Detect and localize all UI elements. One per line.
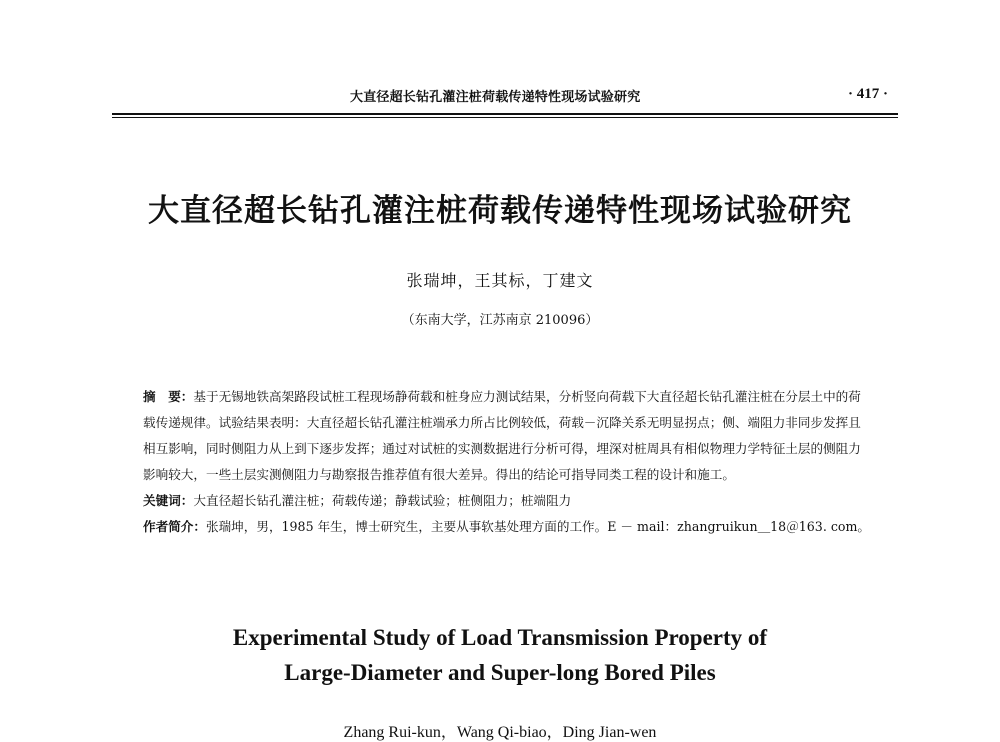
title-en-line-1: Experimental Study of Load Transmission Property of (232, 625, 768, 650)
affiliation-chinese: （东南大学，江苏南京 210096） (401, 313, 599, 328)
abstract-paragraph (143, 384, 873, 488)
keywords-label: 关键词： (143, 493, 194, 508)
title-en-line-2: Large-Diameter and Super-long Bored Piles (284, 660, 716, 685)
author-bio-label: 作者简介： (143, 519, 206, 534)
running-title: 大直径超长钻孔灌注桩荷载传递特性现场试验研究 (350, 90, 641, 105)
running-header (110, 86, 900, 108)
author-bio-paragraph (143, 514, 873, 540)
abstract-section (143, 384, 873, 540)
header-rule-thin (112, 117, 898, 118)
authors-chinese: 张瑞坤，王其标，丁建文 (406, 271, 594, 290)
authors-english: Zhang Rui-kun，Wang Qi-biao，Ding Jian-wen (343, 724, 657, 741)
abstract-text: 基于无锡地铁高架路段试桩工程现场静荷载和桩身应力测试结果，分析竖向荷载下大直径超长钻孔灌注桩在分层土中的荷载传递规律。试验结果表明：大直径超长钻孔灌注桩端承力所占比例较低，荷载－沉降关系无明显拐点；侧、端阻力非同步发挥且相互影响，同时侧阻力从上到下逐步发挥；通过对试桩的实测数据进行分析可得，埋深对桩周具有相似物理力学特征土层的侧阻力影响较大，一些土层实测侧阻力与勘察报告推荐值有很大差异。得出的结论可指导同类工程的设计和施工。 (143, 389, 861, 482)
paper-title-chinese: 大直径超长钻孔灌注桩荷载传递特性现场试验研究 (148, 193, 852, 229)
keywords-text: 大直径超长钻孔灌注桩；荷载传递；静载试验；桩侧阻力；桩端阻力 (193, 493, 572, 508)
keywords-paragraph (143, 488, 873, 514)
abstract-label: 摘 要： (143, 389, 194, 404)
header-rule-thick (112, 113, 898, 115)
page-number: · 417 · (847, 86, 888, 102)
paper-title-english (0, 620, 1000, 690)
author-bio-text: 张瑞坤，男，1985 年生，博士研究生，主要从事软基处理方面的工作。E － mail：zhangruikun＿18＠163. com。 (205, 519, 870, 534)
